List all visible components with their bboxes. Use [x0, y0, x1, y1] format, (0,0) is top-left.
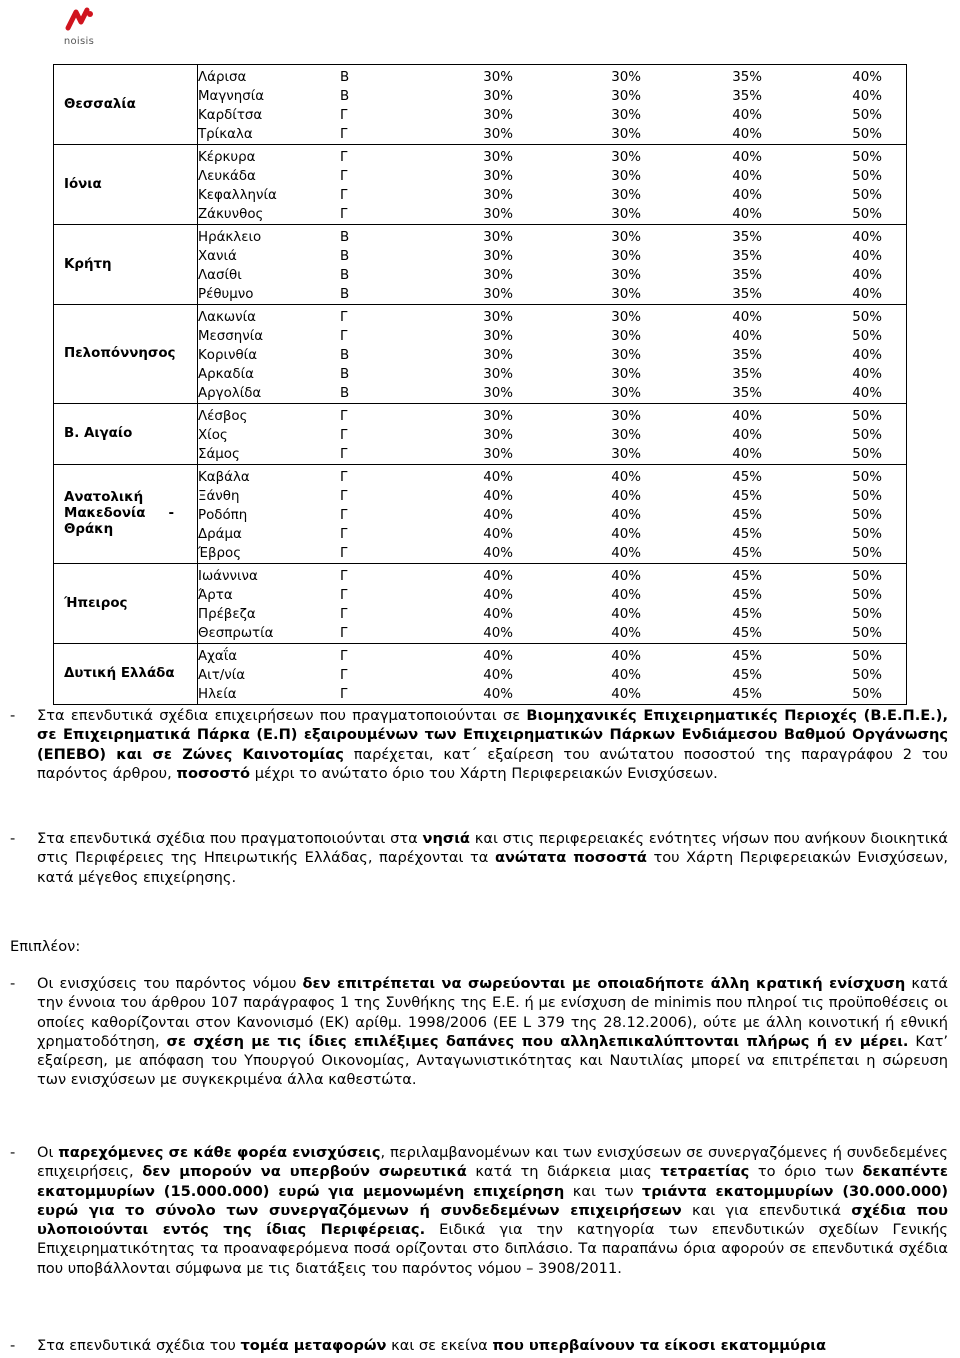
rate-1: 40%: [483, 649, 513, 664]
rate-4: 50%: [852, 310, 882, 325]
text-run: και για επενδυτικά: [681, 1201, 852, 1219]
rate-1: 30%: [483, 329, 513, 344]
text-run: του Χάρτη Περιφερειακών Ενισχύσεων, κατά μέγεθος επιχείρησης.: [37, 849, 948, 886]
prefecture-row: [198, 266, 906, 285]
text-run: Οι ενισχύσεις του παρόντος νόμου: [37, 975, 303, 992]
rate-4: 40%: [852, 230, 882, 245]
category: Γ: [340, 127, 348, 142]
prefecture-row: [198, 685, 906, 704]
prefecture-row: [198, 205, 906, 224]
prefecture-row: [198, 87, 906, 106]
rate-2: 40%: [611, 569, 641, 584]
text-run: Στα επενδυτικά σχέδια του: [37, 1337, 241, 1354]
prefecture: Ζάκυνθος: [198, 207, 264, 222]
bold-run: σε σχέση με τις ίδιες επιλέξιμες δαπάνες που αλληλεπικαλύπτονται πλήρως ή εν μέρει.: [166, 1032, 909, 1050]
noisis-logo: [54, 4, 104, 50]
logo-text: noisis: [63, 36, 95, 47]
rate-4: 50%: [852, 668, 882, 683]
rate-1: 40%: [483, 626, 513, 641]
paragraph-no-cumulation: - Οι ενισχύσεις του παρόντος νόμου δεν επιτρέπεται να σωρεύονται με οποιαδήποτε άλλη κρατική ενίσχυση κατά την έννοια του άρθρου 107 παράγραφος 1 της Συνθήκης της Ε.Ε. ή με ενίσχυση de minimis που πληροί τις προϋποθέσεις οι οποίες καθορίζονται στον Κανονισμό (ΕΚ) αρίθμ. 1998/2006 (ΕΕ L 379 της 28.12.2006), ούτε με άλλη κοινοτική ή εθνική χρηματοδότηση, σε σχέση με τις ίδιες επιλέξιμες δαπάνες που αλληλεπικαλύπτονται πλήρως ή εν μέρει. Κατ’ εξαίρεση, με απόφαση του Υπουργού Οικονομίας, Ανταγωνιστικότητας και Ναυτιλίας μπορεί να επιτρέπεται η σώρευση των ενισχύσεων με συγκεκριμένα άλλα καθεστώτα.: [10, 975, 948, 1089]
rate-3: 40%: [732, 169, 762, 184]
prefecture-row: [198, 506, 906, 525]
region-prefectures: [198, 564, 907, 644]
rate-4: 50%: [852, 489, 882, 504]
rate-4: 50%: [852, 649, 882, 664]
region-name: Θεσσαλία: [54, 65, 198, 145]
bold-run: τομέα μεταφορών: [240, 1337, 387, 1354]
category: Γ: [340, 527, 348, 542]
rate-1: 40%: [483, 569, 513, 584]
region-prefectures: [198, 644, 907, 705]
rate-3: 35%: [732, 348, 762, 363]
rate-2: 30%: [611, 207, 641, 222]
region-name: Ήπειρος: [54, 564, 198, 644]
prefecture-row: [198, 247, 906, 266]
rate-3: 35%: [732, 287, 762, 302]
rate-1: 30%: [483, 367, 513, 382]
prefecture: Λάρισα: [198, 70, 247, 85]
prefecture-row: [198, 567, 906, 586]
prefecture: Κορινθία: [198, 348, 258, 363]
region-row: [54, 225, 907, 305]
rate-1: 30%: [483, 188, 513, 203]
rate-2: 30%: [611, 268, 641, 283]
regional-aid-table: [53, 64, 907, 705]
rate-1: 40%: [483, 470, 513, 485]
category: Γ: [340, 108, 348, 123]
rate-3: 45%: [732, 470, 762, 485]
rate-2: 30%: [611, 127, 641, 142]
category: Γ: [340, 607, 348, 622]
rate-4: 50%: [852, 207, 882, 222]
prefecture-row: [198, 605, 906, 624]
rate-2: 30%: [611, 70, 641, 85]
prefecture: Ηράκλειο: [198, 230, 262, 245]
prefecture: Ιωάννινα: [198, 569, 258, 584]
rate-4: 50%: [852, 428, 882, 443]
rate-1: 40%: [483, 546, 513, 561]
prefecture: Λασίθι: [198, 268, 242, 283]
region-prefectures: [198, 305, 907, 404]
prefecture-row: [198, 407, 906, 426]
rate-3: 45%: [732, 489, 762, 504]
rate-2: 30%: [611, 108, 641, 123]
prefecture-row: [198, 445, 906, 464]
region-row: [54, 305, 907, 404]
text-run: κατά την έννοια του άρθρου 107 παράγραφος 1 της Συνθήκης της Ε.Ε. ή με ενίσχυση de minimis που πληροί τις προϋποθέσεις οι οποίες καθορίζονται στον Κανονισμό (ΕΚ) αρίθμ. 1998/2006 (ΕΕ L 379 της 28.12.2006), ούτε με άλλη κοινοτική ή εθνική χρηματοδότηση,: [37, 975, 948, 1050]
rate-2: 30%: [611, 150, 641, 165]
prefecture-row: [198, 525, 906, 544]
rate-4: 50%: [852, 569, 882, 584]
rate-1: 30%: [483, 348, 513, 363]
rate-2: 30%: [611, 287, 641, 302]
rate-1: 40%: [483, 508, 513, 523]
rate-4: 50%: [852, 508, 882, 523]
rate-2: 40%: [611, 588, 641, 603]
prefecture: Λέσβος: [198, 409, 248, 424]
category: Γ: [340, 489, 348, 504]
prefecture-row: [198, 365, 906, 384]
region-row: [54, 564, 907, 644]
rate-3: 45%: [732, 546, 762, 561]
bold-run: τετραετίας: [660, 1163, 750, 1181]
rate-1: 30%: [483, 108, 513, 123]
region-prefectures: [198, 225, 907, 305]
category: Β: [340, 268, 350, 283]
region-row: [54, 465, 907, 564]
rate-1: 30%: [483, 70, 513, 85]
rate-4: 50%: [852, 626, 882, 641]
region-name: Κρήτη: [54, 225, 198, 305]
epipleon-heading: Επιπλέον:: [10, 938, 81, 955]
rate-3: 40%: [732, 207, 762, 222]
rate-1: 40%: [483, 607, 513, 622]
category: Γ: [340, 687, 348, 702]
prefecture: Άρτα: [198, 588, 233, 603]
bold-run: σχέδια που υλοποιούνται εντός της ίδιας Περιφέρειας.: [37, 1201, 948, 1239]
text-run: κατά τη διάρκεια μιας: [466, 1163, 661, 1181]
prefecture: Αιτ/νία: [198, 668, 246, 683]
text-run: και σε εκείνα: [386, 1337, 493, 1354]
rate-2: 30%: [611, 447, 641, 462]
prefecture-row: [198, 544, 906, 563]
rate-4: 50%: [852, 588, 882, 603]
text-run: μέχρι το ανώτατο όριο του Χάρτη Περιφερειακών Ενισχύσεων.: [250, 764, 718, 782]
rate-2: 40%: [611, 527, 641, 542]
category: Γ: [340, 668, 348, 683]
rate-1: 40%: [483, 588, 513, 603]
prefecture: Θεσπρωτία: [198, 626, 274, 641]
rate-4: 50%: [852, 150, 882, 165]
category: Γ: [340, 409, 348, 424]
rate-4: 50%: [852, 409, 882, 424]
bold-run: ποσοστό: [176, 764, 251, 782]
rate-2: 30%: [611, 188, 641, 203]
prefecture-row: [198, 228, 906, 247]
category: Γ: [340, 508, 348, 523]
region-row: [54, 65, 907, 145]
rate-1: 30%: [483, 150, 513, 165]
region-prefectures: [198, 65, 907, 145]
text-run: Στα επενδυτικά σχέδια που πραγματοποιούνται στα: [37, 830, 423, 847]
category: Γ: [340, 329, 348, 344]
category: Γ: [340, 470, 348, 485]
rate-3: 35%: [732, 70, 762, 85]
text-run: Στα επενδυτικά σχέδια επιχειρήσεων που πραγματοποιούνται σε: [37, 707, 527, 724]
bold-run: παρεχόμενες σε κάθε φορέα ενισχύσεις: [58, 1144, 381, 1161]
rate-4: 40%: [852, 70, 882, 85]
prefecture-row: [198, 186, 906, 205]
prefecture-row: [198, 624, 906, 643]
region-row: [54, 404, 907, 465]
region-name: Ανατολική Μακεδονία - Θράκη: [54, 465, 198, 564]
category: Γ: [340, 546, 348, 561]
category: Γ: [340, 169, 348, 184]
rate-4: 50%: [852, 527, 882, 542]
paragraph-industrial-areas: - Στα επενδυτικά σχέδια επιχειρήσεων που πραγματοποιούνται σε Βιομηχανικές Επιχειρηματικές Περιοχές (Β.Ε.Π.Ε.), σε Επιχειρηματικά Πάρκα (Ε.Π) εξαιρουμένων των Επιχειρηματικών Πάρκων Ενδιάμεσου Βαθμού Οργάνωσης (ΕΠΕΒΟ) και σε Ζώνες Καινοτομίας παρέχεται, κατ΄ εξαίρεση του ανώτατου ποσοστού της παραγράφου 2 του παρόντος άρθρου, ποσοστό μέχρι το ανώτατο όριο του Χάρτη Περιφερειακών Ενισχύσεων.: [10, 707, 948, 782]
rate-4: 50%: [852, 329, 882, 344]
category: Β: [340, 230, 350, 245]
rate-2: 30%: [611, 428, 641, 443]
rate-1: 30%: [483, 287, 513, 302]
prefecture-row: [198, 647, 906, 666]
bold-run: Βιομηχανικές Επιχειρηματικές Περιοχές (Β.Ε.Π.Ε.), σε Επιχειρηματικά Πάρκα (Ε.Π) εξαιρουμένων των Επιχειρηματικών Πάρκων Ενδιάμεσου Βαθμού Οργάνωσης (ΕΠΕΒΟ) και σε Ζώνες Καινοτομίας: [37, 707, 948, 763]
bold-run: δεκαπέντε εκατομμυρίων (15.000.000) ευρώ για μεμονωμένη επιχείρηση: [37, 1163, 948, 1200]
prefecture: Λευκάδα: [198, 169, 256, 184]
text-run: και στις περιφερειακές ενότητες νήσων που ανήκουν διοικητικά στις Περιφέρειες της Ηπειρωτικής Ελλάδας, παρέχονται τα: [37, 830, 949, 867]
prefecture-row: [198, 68, 906, 87]
rate-3: 40%: [732, 310, 762, 325]
rate-4: 40%: [852, 367, 882, 382]
category: Γ: [340, 569, 348, 584]
prefecture: Αχαΐα: [198, 649, 238, 664]
rate-2: 30%: [611, 348, 641, 363]
logo-mark-icon: [54, 4, 104, 38]
rate-2: 40%: [611, 649, 641, 664]
category: Β: [340, 287, 350, 302]
bold-run: νησιά: [422, 830, 470, 847]
region-name: Πελοπόννησος: [54, 305, 198, 404]
prefecture: Αργολίδα: [198, 386, 262, 401]
rate-1: 30%: [483, 207, 513, 222]
rate-2: 30%: [611, 329, 641, 344]
category: Β: [340, 348, 350, 363]
prefecture: Ηλεία: [198, 687, 237, 702]
rate-2: 30%: [611, 310, 641, 325]
rate-3: 35%: [732, 367, 762, 382]
text-run: παρέχεται, κατ΄ εξαίρεση του ανώτατου ποσοστού της παραγράφου 2 του παρόντος άρθρου,: [37, 745, 948, 782]
rate-1: 30%: [483, 310, 513, 325]
rate-4: 40%: [852, 287, 882, 302]
prefecture: Χανιά: [198, 249, 237, 264]
rate-3: 45%: [732, 626, 762, 641]
rate-2: 40%: [611, 687, 641, 702]
category: Β: [340, 367, 350, 382]
rate-2: 30%: [611, 230, 641, 245]
prefecture-row: [198, 346, 906, 365]
region-prefectures: [198, 465, 907, 564]
rate-1: 30%: [483, 428, 513, 443]
rate-4: 40%: [852, 386, 882, 401]
region-name: Δυτική Ελλάδα: [54, 644, 198, 705]
rate-2: 40%: [611, 607, 641, 622]
paragraph-transport-sector: - Στα επενδυτικά σχέδια του τομέα μεταφορών και σε εκείνα που υπερβαίνουν τα είκοσι εκατομμύρια: [10, 1337, 827, 1354]
rate-3: 45%: [732, 668, 762, 683]
rate-1: 30%: [483, 169, 513, 184]
rate-1: 40%: [483, 687, 513, 702]
rate-3: 40%: [732, 150, 762, 165]
rate-1: 40%: [483, 527, 513, 542]
prefecture-row: [198, 106, 906, 125]
prefecture: Σάμος: [198, 447, 240, 462]
rate-1: 30%: [483, 386, 513, 401]
prefecture-row: [198, 487, 906, 506]
prefecture-row: [198, 426, 906, 445]
rate-2: 40%: [611, 470, 641, 485]
bold-run: δεν επιτρέπεται να σωρεύονται με οποιαδήποτε άλλη κρατική ενίσχυση: [302, 975, 906, 992]
rate-1: 30%: [483, 249, 513, 264]
bold-run: ανώτατα ποσοστά: [494, 849, 647, 867]
prefecture: Τρίκαλα: [198, 127, 253, 142]
category: Γ: [340, 626, 348, 641]
prefecture: Δράμα: [198, 527, 242, 542]
text-run: Ειδικά για την κατηγορία των επενδυτικών σχεδίων Γενικής Επιχειρηματικότητας τα προαναφερόμενα ποσά ορίζονται στο διπλάσιο. Τα παραπάνω όρια αφορούν σε επενδυτικά σχέδια που υποβάλλονται σύμφωνα με τις διατάξεις του παρόντος νόμου – 3908/2011.: [37, 1221, 948, 1277]
category: Γ: [340, 310, 348, 325]
rate-3: 45%: [732, 588, 762, 603]
prefecture: Κεφαλληνία: [198, 188, 277, 203]
rate-3: 40%: [732, 447, 762, 462]
rate-3: 40%: [732, 409, 762, 424]
prefecture: Λακωνία: [198, 310, 256, 325]
category: Β: [340, 89, 350, 104]
rate-3: 35%: [732, 249, 762, 264]
rate-1: 30%: [483, 127, 513, 142]
rate-1: 30%: [483, 409, 513, 424]
rate-4: 50%: [852, 687, 882, 702]
rate-3: 40%: [732, 428, 762, 443]
prefecture-row: [198, 167, 906, 186]
category: Γ: [340, 207, 348, 222]
rate-3: 40%: [732, 108, 762, 123]
category: Γ: [340, 649, 348, 664]
paragraph-aid-limits: - Οι παρεχόμενες σε κάθε φορέα ενισχύσεις, περιλαμβανομένων και των ενισχύσεων σε συνεργαζόμενες ή συνδεδεμένες επιχειρήσεις, δεν μπορούν να υπερβούν σωρευτικά κατά τη διάρκεια μιας τετραετίας το όριο των δεκαπέντε εκατομμυρίων (15.000.000) ευρώ για μεμονωμένη επιχείρηση και των τριάντα εκατομμυρίων (30.000.000) ευρώ για το σύνολο των συνεργαζόμενων ή συνδεδεμένων επιχειρήσεων και για επενδυτικά σχέδια που υλοποιούνται εντός της ίδιας Περιφέρειας. Ειδικά για την κατηγορία των επενδυτικών σχεδίων Γενικής Επιχειρηματικότητας τα προαναφερόμενα ποσά ορίζονται στο διπλάσιο. Τα παραπάνω όρια αφορούν σε επενδυτικά σχέδια που υποβάλλονται σύμφωνα με τις διατάξεις του παρόντος νόμου – 3908/2011.: [10, 1144, 948, 1277]
region-prefectures: [198, 145, 907, 225]
rate-2: 40%: [611, 508, 641, 523]
prefecture: Πρέβεζα: [198, 607, 256, 622]
prefecture: Ρέθυμνο: [198, 287, 254, 302]
rate-4: 50%: [852, 607, 882, 622]
prefecture-row: [198, 468, 906, 487]
rate-1: 30%: [483, 447, 513, 462]
prefecture: Μαγνησία: [198, 89, 265, 104]
rate-1: 30%: [483, 268, 513, 283]
rate-2: 30%: [611, 169, 641, 184]
prefecture-row: [198, 285, 906, 304]
rate-4: 40%: [852, 348, 882, 363]
text-run: το όριο των: [749, 1163, 863, 1181]
rate-2: 30%: [611, 89, 641, 104]
rate-4: 50%: [852, 188, 882, 203]
prefecture-row: [198, 148, 906, 167]
rate-3: 35%: [732, 386, 762, 401]
region-name: Ιόνια: [54, 145, 198, 225]
rate-2: 40%: [611, 546, 641, 561]
paragraph-islands: - Στα επενδυτικά σχέδια που πραγματοποιούνται στα νησιά και στις περιφερειακές ενότητες νήσων που ανήκουν διοικητικά στις Περιφέρειες της Ηπειρωτικής Ελλάδας, παρέχονται τα ανώτατα ποσοστά του Χάρτη Περιφερειακών Ενισχύσεων, κατά μέγεθος επιχείρησης.: [10, 830, 949, 886]
rate-2: 40%: [611, 668, 641, 683]
prefecture-row: [198, 308, 906, 327]
rate-2: 30%: [611, 409, 641, 424]
prefecture: Ροδόπη: [198, 508, 248, 523]
rate-3: 45%: [732, 569, 762, 584]
category: Γ: [340, 188, 348, 203]
rate-4: 40%: [852, 268, 882, 283]
rate-1: 30%: [483, 230, 513, 245]
bold-run: τριάντα εκατομμυρίων (30.000.000) ευρώ για το σύνολο των συνεργαζόμενων ή συνδεδεμένων επιχειρήσεων: [37, 1182, 948, 1219]
category: Γ: [340, 428, 348, 443]
prefecture: Αρκαδία: [198, 367, 254, 382]
prefecture-row: [198, 586, 906, 605]
text-run: Οι: [37, 1144, 59, 1161]
bold-run: δεν μπορούν να υπερβούν σωρευτικά: [142, 1163, 467, 1181]
rate-1: 40%: [483, 489, 513, 504]
category: Γ: [340, 588, 348, 603]
rate-4: 50%: [852, 470, 882, 485]
category: Γ: [340, 150, 348, 165]
category: Β: [340, 386, 350, 401]
rate-4: 50%: [852, 546, 882, 561]
rate-4: 50%: [852, 108, 882, 123]
rate-2: 30%: [611, 249, 641, 264]
text-run: και των: [564, 1182, 642, 1200]
rate-3: 40%: [732, 329, 762, 344]
rate-2: 40%: [611, 626, 641, 641]
rate-4: 50%: [852, 169, 882, 184]
rate-3: 45%: [732, 607, 762, 622]
rate-3: 40%: [732, 188, 762, 203]
rate-4: 50%: [852, 127, 882, 142]
prefecture-row: [198, 384, 906, 403]
rate-4: 40%: [852, 89, 882, 104]
region-row: [54, 145, 907, 225]
category: Β: [340, 249, 350, 264]
prefecture: Έβρος: [198, 546, 242, 561]
rate-2: 40%: [611, 489, 641, 504]
region-prefectures: [198, 404, 907, 465]
bold-run: που υπερβαίνουν τα είκοσι εκατομμύρια: [492, 1337, 827, 1354]
rate-3: 35%: [732, 230, 762, 245]
prefecture-row: [198, 327, 906, 346]
rate-3: 35%: [732, 89, 762, 104]
rate-4: 40%: [852, 249, 882, 264]
rate-3: 45%: [732, 527, 762, 542]
rate-3: 40%: [732, 127, 762, 142]
text-run: Κατ’ εξαίρεση, με απόφαση του Υπουργού Οικονομίας, Ανταγωνιστικότητας και Ναυτιλίας μπορεί να επιτρέπεται η σώρευση των ενισχύσεων με συγκεκριμένα άλλα καθεστώτα.: [37, 1032, 948, 1089]
rate-4: 50%: [852, 447, 882, 462]
category: Β: [340, 70, 350, 85]
prefecture-row: [198, 666, 906, 685]
rate-2: 30%: [611, 367, 641, 382]
rate-3: 35%: [732, 268, 762, 283]
rate-1: 30%: [483, 89, 513, 104]
prefecture-row: [198, 125, 906, 144]
prefecture: Μεσσηνία: [198, 329, 264, 344]
rate-3: 45%: [732, 508, 762, 523]
prefecture: Καρδίτσα: [198, 108, 263, 123]
text-run: , περιλαμβανομένων και των ενισχύσεων σε συνεργαζόμενες ή συνδεδεμένες επιχειρήσεις,: [37, 1144, 948, 1181]
rate-2: 30%: [611, 386, 641, 401]
prefecture: Χίος: [198, 428, 228, 443]
prefecture: Ξάνθη: [198, 489, 240, 504]
prefecture: Καβάλα: [198, 470, 250, 485]
rate-3: 45%: [732, 649, 762, 664]
region-row: [54, 644, 907, 705]
rate-1: 40%: [483, 668, 513, 683]
prefecture: Κέρκυρα: [198, 150, 256, 165]
category: Γ: [340, 447, 348, 462]
region-name: Β. Αιγαίο: [54, 404, 198, 465]
rate-3: 45%: [732, 687, 762, 702]
